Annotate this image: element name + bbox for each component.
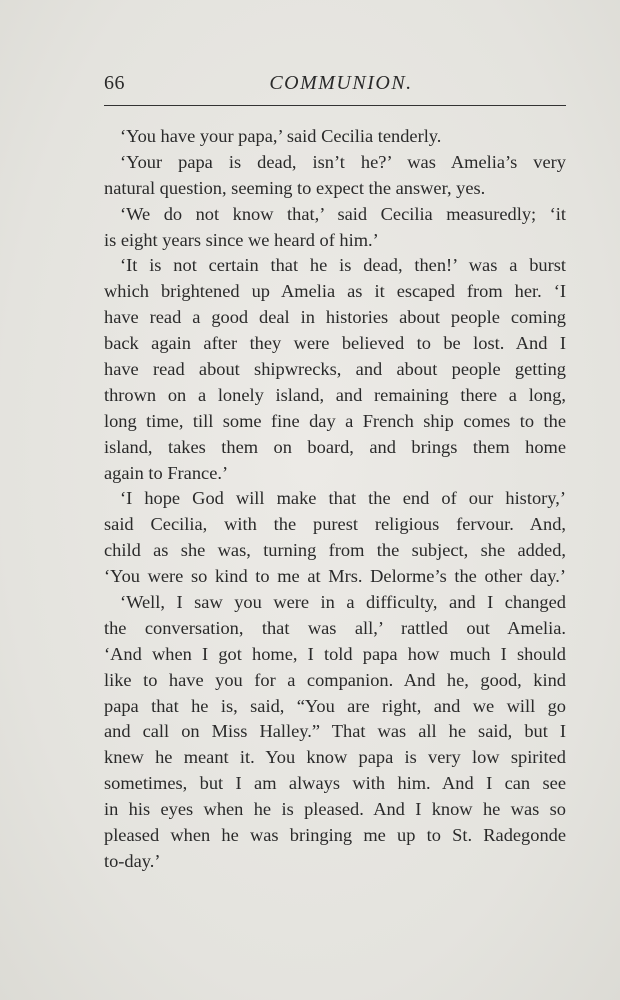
text-line: long time, till some fine day a French ship comes to the	[104, 410, 566, 431]
text-line: island, takes them on board, and brings them home	[104, 436, 566, 457]
text-line: knew he meant it. You know papa is very low spirited	[104, 747, 566, 768]
page-header	[104, 68, 566, 102]
text-line: ‘And when I got home, I told papa how much I should	[104, 643, 566, 664]
text-line: again to France.’	[104, 462, 229, 483]
text-line: papa that he is, said, “You are right, and we will go	[104, 695, 566, 716]
text-line: pleased when he was bringing me up to St. Radegonde	[104, 825, 566, 846]
text-line: to-day.’	[104, 850, 161, 871]
text-line: have read a good deal in histories about people coming	[104, 307, 566, 328]
text-line: is eight years since we heard of him.’	[104, 229, 379, 250]
text-line: have read about shipwrecks, and about people getting	[104, 359, 566, 380]
text-line: child as she was, turning from the subject, she added,	[104, 540, 566, 561]
page-number: 66	[104, 72, 125, 94]
text-line: and call on Miss Halley.” That was all he said, but I	[104, 721, 566, 742]
text-line: which brightened up Amelia as it escaped from her. ‘I	[104, 281, 566, 302]
text-line: back again after they were believed to be lost. And I	[104, 333, 566, 354]
text-line: said Cecilia, with the purest religious fervour. And,	[104, 514, 566, 535]
text-line: ‘I hope God will make that the end of our history,’	[120, 488, 566, 509]
text-line: ‘Well, I saw you were in a difficulty, and I changed	[120, 592, 566, 613]
text-line: sometimes, but I am always with him. And I can see	[104, 773, 566, 794]
text-line: ‘You have your papa,’ said Cecilia tenderly.	[120, 126, 442, 146]
text-line: ‘It is not certain that he is dead, then!’ was a burst	[120, 255, 566, 276]
text-line: the conversation, that was all,’ rattled out Amelia.	[104, 617, 566, 638]
text-line: natural question, seeming to expect the answer, yes.	[104, 177, 486, 198]
text-line: in his eyes when he is pleased. And I know he was so	[104, 799, 566, 820]
text-line: like to have you for a companion. And he, good, kind	[104, 669, 566, 690]
body-text	[104, 124, 566, 875]
text-line: ‘We do not know that,’ said Cecilia measuredly; ‘it	[120, 203, 566, 224]
text-line: ‘You were so kind to me at Mrs. Delorme’s the other day.’	[104, 566, 566, 587]
text-line: ‘Your papa is dead, isn’t he?’ was Amelia’s very	[120, 151, 566, 172]
header-rule	[104, 105, 566, 106]
text-line: thrown on a lonely island, and remaining there a long,	[104, 384, 566, 405]
running-head: COMMUNION.	[269, 72, 413, 94]
